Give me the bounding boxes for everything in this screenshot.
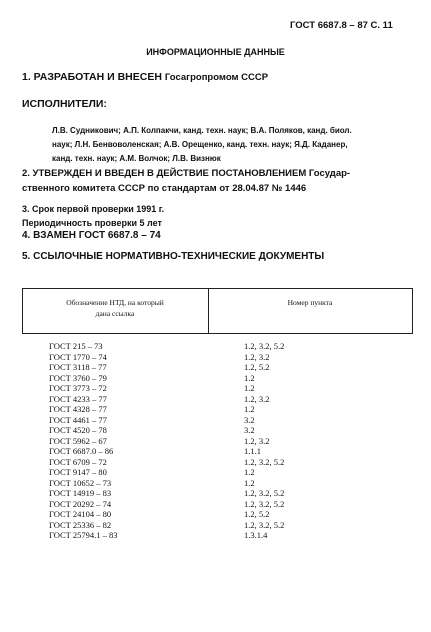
section-3-line-2: Периодичность проверки 5 лет: [22, 218, 162, 228]
section-3-line-1: 3. Срок первой проверки 1991 г.: [22, 204, 165, 214]
table-cell-doc: ГОСТ 4233 – 77: [49, 393, 107, 404]
table-cell-doc: ГОСТ 25794.1 – 83: [49, 530, 118, 540]
table-cell-item: 1.2, 5.2: [244, 509, 270, 519]
table-cell-item: 1.2, 5.2: [244, 362, 270, 372]
table-doc-column: [49, 341, 118, 541]
table-cell-item: 1.3.1.4: [244, 530, 268, 540]
table-cell-doc: ГОСТ 5962 – 67: [49, 435, 107, 446]
table-cell-doc: ГОСТ 215 – 73: [49, 341, 103, 351]
table-cell-doc: ГОСТ 6709 – 72: [49, 456, 107, 467]
table-cell-item: 1.2, 3.2, 5.2: [244, 519, 285, 530]
table-cell-item: 1.2, 3.2: [244, 435, 270, 446]
table-col-item-header: Номер пункта: [287, 298, 333, 307]
executors-list: [52, 124, 352, 166]
table-cell-doc: ГОСТ 24104 – 80: [49, 509, 112, 519]
table-col-doc-header-line: дана ссылка: [95, 309, 135, 318]
table-cell-item: 1.2, 3.2, 5.2: [244, 341, 285, 351]
table-col-doc-header: [24, 297, 206, 319]
section-1-label: 1. РАЗРАБОТАН И ВНЕСЕН: [22, 71, 162, 83]
table-cell-item: 1.2, 3.2, 5.2: [244, 456, 285, 467]
table-top-rule: [22, 288, 412, 289]
table-right-rule: [412, 288, 413, 334]
section-1-org: Госагропромом СССР: [164, 72, 269, 83]
table-cell-item: 1.2: [244, 477, 255, 488]
executors-line: канд. техн. наук; А.М. Волчок; Л.В. Визнюк: [52, 154, 221, 163]
table-cell-doc: ГОСТ 3118 – 77: [49, 362, 107, 372]
section-1-heading: [22, 71, 268, 83]
table-cell-doc: ГОСТ 25336 – 82: [49, 519, 112, 530]
table-cell-doc: ГОСТ 3773 – 72: [49, 383, 107, 393]
table-cell-item: 1.2: [244, 383, 255, 393]
table-cell-doc: ГОСТ 6687.0 – 86: [49, 446, 114, 456]
table-cell-item: 1.2, 3.2, 5.2: [244, 498, 285, 509]
table-cell-item: 1.2, 3.2: [244, 393, 270, 404]
section-5-heading: 5. ССЫЛОЧНЫЕ НОРМАТИВНО-ТЕХНИЧЕСКИЕ ДОКУМЕНТЫ: [22, 251, 325, 262]
table-cell-doc: ГОСТ 3760 – 79: [49, 372, 107, 383]
table-left-rule: [22, 288, 23, 334]
table-cell-doc: ГОСТ 4520 – 78: [49, 425, 107, 435]
table-column-divider: [208, 288, 209, 334]
document-title: ИНФОРМАЦИОННЫЕ ДАННЫЕ: [146, 47, 285, 57]
table-cell-doc: ГОСТ 14919 – 83: [49, 488, 112, 498]
table-cell-doc: ГОСТ 4461 – 77: [49, 414, 107, 425]
table-cell-item: 3.2: [244, 425, 255, 435]
section-2-line: 2. УТВЕРЖДЕН И ВВЕДЕН В ДЕЙСТВИЕ ПОСТАНОВЛЕНИЕМ Государ-: [22, 168, 351, 179]
table-cell-item: 3.2: [244, 414, 255, 425]
executors-line: наук; Л.Н. Бенвоволенская; А.В. Орещенко, канд. техн. наук; Я.Д. Каданер,: [52, 140, 348, 149]
table-cell-doc: ГОСТ 4328 – 77: [49, 404, 107, 414]
table-cell-doc: ГОСТ 10652 – 73: [49, 477, 112, 488]
executors-heading: ИСПОЛНИТЕЛИ:: [22, 98, 107, 110]
table-col-doc-header-line: Обозначение НТД, на который: [66, 298, 164, 307]
table-cell-item: 1.1.1: [244, 446, 261, 456]
table-cell-item: 1.2: [244, 467, 255, 477]
table-cell-item: 1.2: [244, 372, 255, 383]
table-item-column: [244, 341, 284, 541]
table-header-rule: [22, 333, 412, 334]
section-2: [22, 166, 350, 196]
table-cell-doc: ГОСТ 9147 – 80: [49, 467, 107, 477]
table-cell-doc: ГОСТ 20292 – 74: [49, 498, 112, 509]
section-4-heading: 4. ВЗАМЕН ГОСТ 6687.8 – 74: [22, 230, 161, 241]
page-header: ГОСТ 6687.8 – 87 С. 11: [290, 20, 393, 31]
section-2-line: ственного комитета СССР по стандартам от 28.04.87 № 1446: [22, 183, 307, 194]
table-cell-doc: ГОСТ 1770 – 74: [49, 351, 107, 362]
table-cell-item: 1.2, 3.2, 5.2: [244, 488, 285, 498]
table-cell-item: 1.2, 3.2: [244, 351, 270, 362]
table-cell-item: 1.2: [244, 404, 255, 414]
executors-line: Л.В. Судникович; А.П. Колпакчи, канд. техн. наук; В.А. Поляков, канд. биол.: [52, 126, 352, 135]
